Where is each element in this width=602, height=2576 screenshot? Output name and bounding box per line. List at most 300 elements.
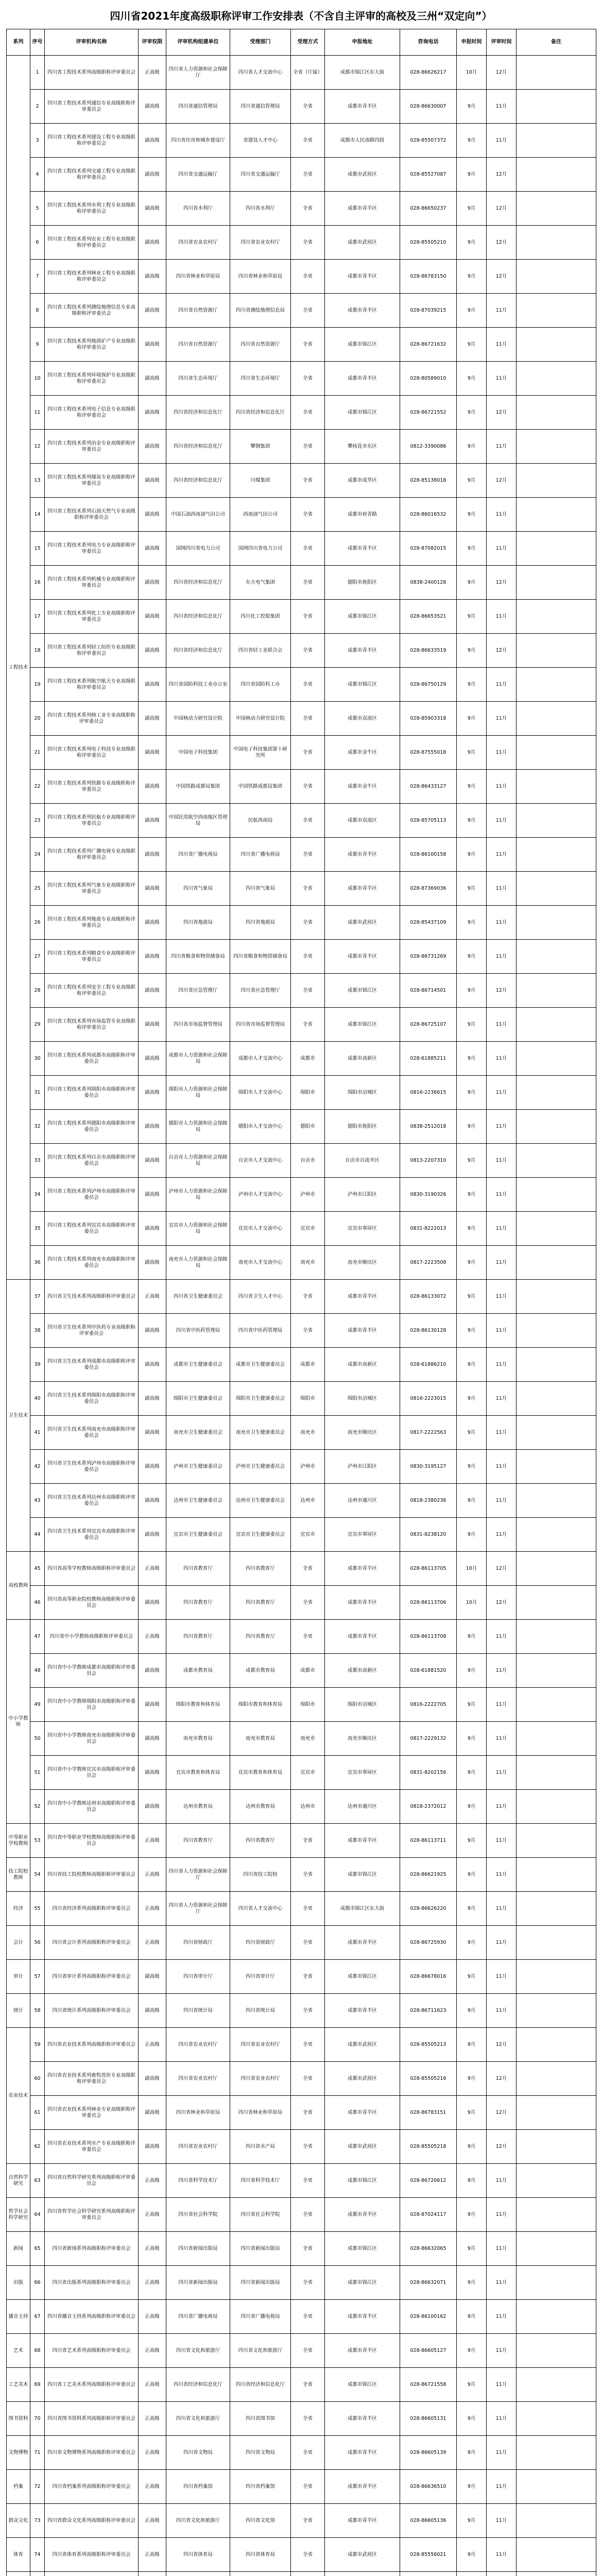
review-cell: 11月 (487, 1348, 517, 1382)
seq-cell: 59 (30, 2028, 45, 2062)
review-cell: 11月 (487, 2266, 517, 2300)
series-cell: 工程技术 (7, 56, 30, 1280)
dept-cell: 四川省新闻出版局 (230, 2232, 291, 2266)
dept-cell: 达州市卫生健康委员会 (230, 1484, 291, 1518)
addr-cell: 成都市青羊区 (325, 940, 400, 974)
note-cell (517, 1280, 596, 1314)
scope-cell: 正高级 (139, 2028, 166, 2062)
review-cell: 11月 (487, 532, 517, 566)
tel-cell: 0817-2223508 (400, 1246, 457, 1280)
tel-cell: 028-87082015 (400, 532, 457, 566)
name-cell: 四川省工程技术系列广播电视专业高级职称评审委员会 (45, 838, 139, 872)
note-cell (517, 2334, 596, 2368)
seq-cell: 20 (30, 702, 45, 736)
tel-cell: 028-86721558 (400, 2368, 457, 2402)
tel-cell: 028-85505213 (400, 2028, 457, 2062)
org-cell: 四川省审计厅 (166, 1960, 230, 1994)
tel-cell: 028-86605131 (400, 2402, 457, 2436)
scope-cell: 副高级 (139, 1314, 166, 1348)
tel-cell: 028-86626220 (400, 1892, 457, 1926)
tel-cell: 028-86605136 (400, 2504, 457, 2538)
addr-cell: 自贡市自流井区 (325, 1144, 400, 1178)
method-cell: 全省 (291, 192, 325, 226)
note-cell (517, 2266, 596, 2300)
addr-cell: 成都市锦江区 (325, 2266, 400, 2300)
method-cell: 全省 (291, 838, 325, 872)
apply-cell: 9月 (457, 1654, 487, 1688)
scope-cell: 正高级 (139, 2470, 166, 2504)
name-cell: 四川省工艺美术系列高级职称评审委员会 (45, 2368, 139, 2402)
org-cell: 四川省财政厅 (166, 1926, 230, 1960)
name-cell: 四川省工程技术系列水利工程专业高级职称评审委员会 (45, 192, 139, 226)
note-cell (517, 566, 596, 600)
scope-cell: 正高级 (139, 2436, 166, 2470)
scope-cell: 副高级 (139, 90, 166, 124)
org-cell: 四川省市场监督管理局 (166, 1008, 230, 1042)
tel-cell: 028-85138018 (400, 464, 457, 498)
name-cell: 四川省技工院校教师高级职称评审委员会 (45, 1858, 139, 1892)
tel-cell: 028-86632065 (400, 2232, 457, 2266)
method-cell: 全省 (291, 430, 325, 464)
tel-cell: 028-87555018 (400, 736, 457, 770)
dept-cell: 宜宾市卫生健康委员会 (230, 1518, 291, 1552)
note-cell (517, 1654, 596, 1688)
note-cell (517, 2164, 596, 2198)
series-cell: 卫生技术 (7, 1280, 30, 1552)
org-cell: 四川省地震局 (166, 906, 230, 940)
method-cell: 成都市 (291, 1348, 325, 1382)
apply-cell: 9月 (457, 2368, 487, 2402)
method-cell (291, 2572, 325, 2576)
apply-cell: 10月 (457, 1586, 487, 1620)
review-cell: 11月 (487, 2334, 517, 2368)
tel-cell: 028-86630007 (400, 90, 457, 124)
review-cell: 11月 (487, 1042, 517, 1076)
scope-cell: 副高级 (139, 430, 166, 464)
note-cell (517, 1178, 596, 1212)
dept-cell: 泸州市卫生健康委员会 (230, 1450, 291, 1484)
tel-cell: 028-85705113 (400, 804, 457, 838)
note-cell (517, 1790, 596, 1824)
table-row (7, 1620, 596, 1654)
review-cell: 11月 (487, 2164, 517, 2198)
apply-cell: 9月 (457, 838, 487, 872)
apply-cell: 9月 (457, 260, 487, 294)
note-cell (517, 1382, 596, 1416)
review-cell: 11月 (487, 294, 517, 328)
name-cell: 四川省卫生技术系列成都市高级职称评审委员会 (45, 1348, 139, 1382)
note-cell (517, 328, 596, 362)
tel-cell: 028-85505216 (400, 2062, 457, 2096)
dept-cell: 四川省新闻出版局 (230, 2266, 291, 2300)
name-cell (45, 2572, 139, 2576)
name-cell: 四川省群众文化系列高级职称评审委员会 (45, 2504, 139, 2538)
org-cell: 南充市人力资源和社会保障局 (166, 1246, 230, 1280)
scope-cell (139, 2572, 166, 2576)
table-row (7, 2266, 596, 2300)
review-cell: 11月 (487, 2402, 517, 2436)
name-cell: 四川省工程技术系列航空航天专业高级职称评审委员会 (45, 668, 139, 702)
seq-cell: 57 (30, 1960, 45, 1994)
dept-cell: 四川省文物局 (230, 2436, 291, 2470)
review-cell: 11月 (487, 1144, 517, 1178)
dept-cell: 中国核动力研究设计院 (230, 702, 291, 736)
dept-cell: 四川省经济和信息化厅 (230, 396, 291, 430)
note-cell (517, 600, 596, 634)
method-cell: 全省 (291, 2402, 325, 2436)
addr-cell: 成都市青羊区 (325, 634, 400, 668)
note-cell (517, 1042, 596, 1076)
apply-cell: 9月 (457, 1960, 487, 1994)
tel-cell: 0831-8222013 (400, 1212, 457, 1246)
review-cell: 11月 (487, 1722, 517, 1756)
tel-cell: 0817-2229132 (400, 1722, 457, 1756)
dept-cell: 四川省市场监督管理局 (230, 1008, 291, 1042)
name-cell: 四川省农业技术系列高级职称评审委员会 (45, 2028, 139, 2062)
addr-cell: 成都市武侯区 (325, 2538, 400, 2572)
scope-cell: 副高级 (139, 1348, 166, 1382)
addr-cell (325, 2572, 400, 2576)
seq-cell: 54 (30, 1858, 45, 1892)
dept-cell (230, 2572, 291, 2576)
addr-cell: 成都市锦江区东大街 (325, 1892, 400, 1926)
review-cell: 11月 (487, 1246, 517, 1280)
table-row (7, 1178, 596, 1212)
note-cell (517, 2538, 596, 2572)
table-row (7, 1722, 596, 1756)
apply-cell: 10月 (457, 56, 487, 90)
apply-cell: 9月 (457, 2266, 487, 2300)
name-cell: 四川省卫生技术系列宜宾市高级职称评审委员会 (45, 1518, 139, 1552)
scope-cell: 正高级 (139, 2368, 166, 2402)
tel-cell: 0816-2223015 (400, 1382, 457, 1416)
addr-cell: 成都市锦江区 (325, 396, 400, 430)
series-cell (7, 2572, 30, 2576)
org-cell: 四川省农业农村厅 (166, 226, 230, 260)
column-header: 评审时间 (487, 29, 517, 56)
org-cell: 四川省文化和旅游厅 (166, 2334, 230, 2368)
series-cell: 出版 (7, 2266, 30, 2300)
org-cell: 中国民用航空西南地区管理局 (166, 804, 230, 838)
note-cell (517, 634, 596, 668)
method-cell: 全省 (291, 974, 325, 1008)
tel-cell: 028-86636510 (400, 2470, 457, 2504)
review-cell: 11月 (487, 668, 517, 702)
addr-cell: 成都市青羊区 (325, 294, 400, 328)
org-cell: 宜宾市人力资源和社会保障局 (166, 1212, 230, 1246)
apply-cell: 9月 (457, 1892, 487, 1926)
org-cell: 四川省通信管理局 (166, 90, 230, 124)
addr-cell: 成都市武侯区 (325, 2062, 400, 2096)
scope-cell: 副高级 (139, 1722, 166, 1756)
name-cell: 四川省卫生技术系列达州市高级职称评审委员会 (45, 1484, 139, 1518)
name-cell: 四川省农业技术系列林业专业高级职称评审委员会 (45, 2096, 139, 2130)
seq-cell: 2 (30, 90, 45, 124)
scope-cell: 副高级 (139, 736, 166, 770)
seq-cell: 44 (30, 1518, 45, 1552)
dept-cell: 四川省图书馆 (230, 2402, 291, 2436)
apply-cell: 9月 (457, 2538, 487, 2572)
table-row (7, 566, 596, 600)
note-cell (517, 1076, 596, 1110)
table-row (7, 260, 596, 294)
series-cell: 技工院校教师 (7, 1858, 30, 1892)
name-cell: 四川省审计系列高级职称评审委员会 (45, 1960, 139, 1994)
scope-cell: 副高级 (139, 974, 166, 1008)
table-row (7, 2436, 596, 2470)
name-cell: 四川省新闻系列高级职称评审委员会 (45, 2232, 139, 2266)
seq-cell: 46 (30, 1586, 45, 1620)
name-cell: 四川省图书资料系列高级职称评审委员会 (45, 2402, 139, 2436)
seq-cell: 15 (30, 532, 45, 566)
apply-cell: 9月 (457, 1212, 487, 1246)
apply-cell: 9月 (457, 1688, 487, 1722)
note-cell (517, 1110, 596, 1144)
addr-cell: 成都市武侯区 (325, 2028, 400, 2062)
note-cell (517, 2198, 596, 2232)
review-cell: 12月 (487, 260, 517, 294)
method-cell: 全省 (291, 634, 325, 668)
method-cell: 全省 (291, 2232, 325, 2266)
review-cell: 11月 (487, 1790, 517, 1824)
dept-cell: 四川化工控股集团 (230, 600, 291, 634)
dept-cell: 四川省广播电视局 (230, 838, 291, 872)
series-cell: 新闻 (7, 2232, 30, 2266)
table-row (7, 158, 596, 192)
name-cell: 四川省经济系列高级职称评审委员会 (45, 1892, 139, 1926)
review-cell: 11月 (487, 600, 517, 634)
seq-cell: 7 (30, 260, 45, 294)
org-cell: 四川省体育局 (166, 2538, 230, 2572)
dept-cell: 四川省技工院校 (230, 1858, 291, 1892)
table-row (7, 1144, 596, 1178)
method-cell: 成都市 (291, 1042, 325, 1076)
note-cell (517, 1722, 596, 1756)
tel-cell: 0818-2372012 (400, 1790, 457, 1824)
tel-cell: 028-85903318 (400, 702, 457, 736)
org-cell: 四川省文化和旅游厅 (166, 2402, 230, 2436)
series-cell: 中小学教师 (7, 1620, 30, 1824)
column-header: 受理方式 (291, 29, 325, 56)
org-cell: 德阳市人力资源和社会保障局 (166, 1110, 230, 1144)
note-cell (517, 1450, 596, 1484)
name-cell: 四川省体育系列高级职称评审委员会 (45, 2538, 139, 2572)
tel-cell: 028-86678016 (400, 1960, 457, 1994)
dept-cell: 自贡市人才交流中心 (230, 1144, 291, 1178)
series-cell: 哲学社会科学研究 (7, 2198, 30, 2232)
scope-cell: 副高级 (139, 1212, 166, 1246)
note-cell (517, 702, 596, 736)
table-row (7, 1756, 596, 1790)
name-cell: 四川省工程技术系列南充市高级职称评审委员会 (45, 1246, 139, 1280)
review-cell: 12月 (487, 634, 517, 668)
org-cell: 四川省统计局 (166, 1994, 230, 2028)
dept-cell: 四川省林业和草原局 (230, 260, 291, 294)
apply-cell: 9月 (457, 2130, 487, 2164)
note-cell (517, 1314, 596, 1348)
addr-cell: 成都市金牛区 (325, 736, 400, 770)
scope-cell: 副高级 (139, 1178, 166, 1212)
note-cell (517, 90, 596, 124)
table-row (7, 1960, 596, 1994)
table-row (7, 1518, 596, 1552)
addr-cell: 成都市青羊区 (325, 1314, 400, 1348)
table-row (7, 668, 596, 702)
table-row (7, 872, 596, 906)
seq-cell: 65 (30, 2232, 45, 2266)
org-cell: 四川省农业农村厅 (166, 2130, 230, 2164)
addr-cell: 成都市武侯区 (325, 906, 400, 940)
review-cell: 11月 (487, 2470, 517, 2504)
tel-cell: 028-86626217 (400, 56, 457, 90)
org-cell: 四川省教育厅 (166, 1586, 230, 1620)
review-cell: 11月 (487, 1688, 517, 1722)
table-row (7, 1654, 596, 1688)
method-cell: 绵阳市 (291, 1382, 325, 1416)
scope-cell: 正高级 (139, 2198, 166, 2232)
seq-cell: 10 (30, 362, 45, 396)
review-cell: 12月 (487, 2062, 517, 2096)
column-header: 申报时间 (457, 29, 487, 56)
review-cell: 12月 (487, 226, 517, 260)
tel-cell: 028-61881520 (400, 1654, 457, 1688)
note-cell (517, 396, 596, 430)
note-cell (517, 1824, 596, 1858)
apply-cell: 9月 (457, 1756, 487, 1790)
org-cell: 四川省新闻出版局 (166, 2232, 230, 2266)
scope-cell: 副高级 (139, 294, 166, 328)
tel-cell: 028-86633519 (400, 634, 457, 668)
apply-cell: 9月 (457, 2402, 487, 2436)
dept-cell: 省建设人才中心 (230, 124, 291, 158)
addr-cell: 成都市高新区 (325, 1348, 400, 1382)
method-cell: 全省 (291, 158, 325, 192)
addr-cell: 成都市锦江区 (325, 668, 400, 702)
dept-cell: 四川省林业和草原局 (230, 2096, 291, 2130)
apply-cell: 9月 (457, 2096, 487, 2130)
table-row (7, 362, 596, 396)
series-cell: 文物博物 (7, 2436, 30, 2470)
tel-cell: 028-86113711 (400, 1824, 457, 1858)
review-cell: 11月 (487, 2538, 517, 2572)
addr-cell: 成都市青羊区 (325, 260, 400, 294)
name-cell: 四川省工程技术系列宜宾市高级职称评审委员会 (45, 1212, 139, 1246)
org-cell: 四川省档案馆 (166, 2470, 230, 2504)
method-cell: 达州市 (291, 1484, 325, 1518)
review-cell: 11月 (487, 1892, 517, 1926)
dept-cell: 四川省应急管理厅 (230, 974, 291, 1008)
apply-cell: 9月 (457, 566, 487, 600)
dept-cell: 绵阳市卫生健康委员会 (230, 1382, 291, 1416)
seq-cell: 1 (30, 56, 45, 90)
name-cell: 四川省工程技术系列机械专业高级职称评审委员会 (45, 566, 139, 600)
seq-cell: 70 (30, 2402, 45, 2436)
scope-cell: 副高级 (139, 940, 166, 974)
scope-cell: 副高级 (139, 532, 166, 566)
method-cell: 全省 (291, 1926, 325, 1960)
seq-cell: 48 (30, 1654, 45, 1688)
method-cell: 全省 (291, 2164, 325, 2198)
table-row (7, 226, 596, 260)
seq-cell: 26 (30, 906, 45, 940)
apply-cell: 9月 (457, 2232, 487, 2266)
method-cell: 德阳市 (291, 1110, 325, 1144)
name-cell: 四川省工程技术系列市场监管专业高级职称评审委员会 (45, 1008, 139, 1042)
method-cell: 全省 (291, 1314, 325, 1348)
addr-cell: 南充市顺庆区 (325, 1416, 400, 1450)
addr-cell: 成都市青羊区 (325, 2436, 400, 2470)
series-cell: 审计 (7, 1960, 30, 1994)
table-row (7, 702, 596, 736)
name-cell: 四川省统计系列高级职称评审委员会 (45, 1994, 139, 2028)
method-cell: 全省 (291, 2028, 325, 2062)
table-row (7, 906, 596, 940)
method-cell: 达州市 (291, 1790, 325, 1824)
review-cell: 11月 (487, 430, 517, 464)
dept-cell: 四川省人才交流中心 (230, 56, 291, 90)
org-cell: 四川省粮食和物资储备局 (166, 940, 230, 974)
note-cell (517, 532, 596, 566)
apply-cell: 9月 (457, 804, 487, 838)
org-cell: 四川省生态环境厅 (166, 362, 230, 396)
table-row (7, 1008, 596, 1042)
scope-cell: 副高级 (139, 2130, 166, 2164)
method-cell: 泸州市 (291, 1178, 325, 1212)
review-cell: 11月 (487, 736, 517, 770)
table-row (7, 328, 596, 362)
method-cell: 全省 (291, 1008, 325, 1042)
dept-cell: 四川省教育厅 (230, 1824, 291, 1858)
note-cell (517, 906, 596, 940)
org-cell: 泸州市人力资源和社会保障局 (166, 1178, 230, 1212)
table-row (7, 1450, 596, 1484)
apply-cell: 9月 (457, 2300, 487, 2334)
tel-cell: 028-80589010 (400, 362, 457, 396)
tel-cell: 028-86621925 (400, 1858, 457, 1892)
note-cell (517, 1926, 596, 1960)
name-cell: 四川省工程技术系列地质矿产专业高级职称评审委员会 (45, 328, 139, 362)
addr-cell: 绵阳市涪城区 (325, 1076, 400, 1110)
method-cell: 全省 (291, 464, 325, 498)
table-row (7, 498, 596, 532)
dept-cell: 四川省社会科学院 (230, 2198, 291, 2232)
scope-cell: 副高级 (139, 906, 166, 940)
seq-cell: 51 (30, 1756, 45, 1790)
seq-cell: 4 (30, 158, 45, 192)
seq-cell: 19 (30, 668, 45, 702)
tel-cell: 028-86605127 (400, 2334, 457, 2368)
method-cell: 全省 (291, 2198, 325, 2232)
apply-cell: 9月 (457, 1314, 487, 1348)
series-cell: 图书资料 (7, 2402, 30, 2436)
note-cell (517, 1008, 596, 1042)
review-cell: 11月 (487, 2300, 517, 2334)
method-cell: 自贡市 (291, 1144, 325, 1178)
note-cell (517, 1586, 596, 1620)
scope-cell: 副高级 (139, 1416, 166, 1450)
method-cell: 全省 (291, 532, 325, 566)
addr-cell: 德阳市旌阳区 (325, 566, 400, 600)
org-cell: 达州市教育局 (166, 1790, 230, 1824)
name-cell: 四川省工程技术系列安全工程专业高级职称评审委员会 (45, 974, 139, 1008)
table-row (7, 2096, 596, 2130)
dept-cell: 国网四川省电力公司 (230, 532, 291, 566)
dept-cell: 成都市教育局 (230, 1654, 291, 1688)
scope-cell: 副高级 (139, 362, 166, 396)
name-cell: 四川省工程技术系列环境保护专业高级职称评审委员会 (45, 362, 139, 396)
name-cell: 四川省工程技术系列高级职称评审委员会 (45, 56, 139, 90)
seq-cell: 22 (30, 770, 45, 804)
